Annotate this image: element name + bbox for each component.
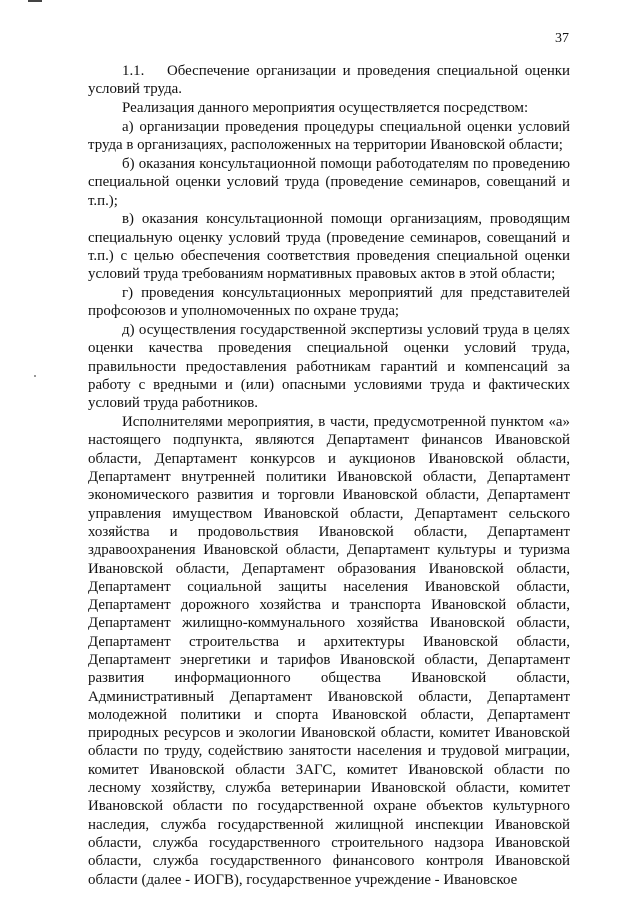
document-body [88, 62, 570, 889]
section-heading [88, 62, 570, 99]
item-g-paragraph: г) проведения консультационных мероприятий для представителей профсоюзов и уполномоченных по охране труда; [88, 285, 570, 320]
item-a-paragraph: а) организации проведения процедуры специальной оценки условий труда в организациях, расположенных на территории Ивановской области; [88, 118, 570, 154]
item-d-paragraph: д) осуществления государственной экспертизы условий труда в целях оценки качества проведения специальной оценки условий труда, правильности предоставления работникам гарантий и компенсаций за работу с вредными и (или) опасными условиями труда и фактических условий труда работников. [88, 322, 570, 412]
intro-paragraph: Реализация данного мероприятия осуществляется посредством: [122, 100, 529, 117]
item-b-paragraph: б) оказания консультационной помощи работодателям по проведению специальной оценки условий труда (проведение семинаров, совещаний и т.п.); [88, 155, 570, 209]
executors-paragraph: Исполнителями мероприятия, в части, предусмотренной пунктом «а» настоящего подпункта, являются Департамент финансов Ивановской области, Департамент конкурсов и аукционов Ивановской области, Департамент внутренней политики Ивановской области, Департамент экономического развития и торговли Ивановской области, Департамент управления имуществом Ивановской области, Департамент сельского хозяйства и продовольствия Ивановской области, Департамент здравоохранения Ивановской области, Департамент культуры и туризма Ивановской области, Департамент образования Ивановской области, Департамент социальной защиты населения Ивановской области, Департамент дорожного хозяйства и транспорта Ивановской области, Департамент жилищно-коммунального хозяйства Ивановской области, Департамент строительства и архитектуры Ивановской области, Департамент энергетики и тарифов Ивановской области, Департамент развития информационного общества Ивановской области, Административный Департамент Ивановской области, Департамент молодежной политики и спорта Ивановской области, Департамент природных ресурсов и экологии Ивановской области, комитет Ивановской области по труду, содействию занятости населения и трудовой миграции, комитет Ивановской области ЗАГС, комитет Ивановской области по лесному хозяйству, служба ветеринарии Ивановской области, комитет Ивановской области по государственной охране объектов культурного наследия, служба государственной жилищной инспекции Ивановской области, служба государственного строительного надзора Ивановской области, служба государственного финансового контроля Ивановской области (далее - ИОГВ), государственное учреждение - Ивановское [88, 414, 570, 888]
section-title: Обеспечение организации и проведения специальной оценки условий труда. [88, 63, 570, 98]
page-number: 37 [555, 31, 569, 46]
item-v-paragraph: в) оказания консультационной помощи организациям, проводящим специальную оценку условий труда (проведение семинаров, совещаний и т.п.) с целью обеспечения соответствия проведения специальной оценки условий труда требованиям нормативных правовых актов в этой области; [88, 211, 570, 283]
scan-dot [34, 375, 36, 377]
section-number: 1.1. [122, 63, 145, 79]
scan-mark [28, 0, 42, 2]
